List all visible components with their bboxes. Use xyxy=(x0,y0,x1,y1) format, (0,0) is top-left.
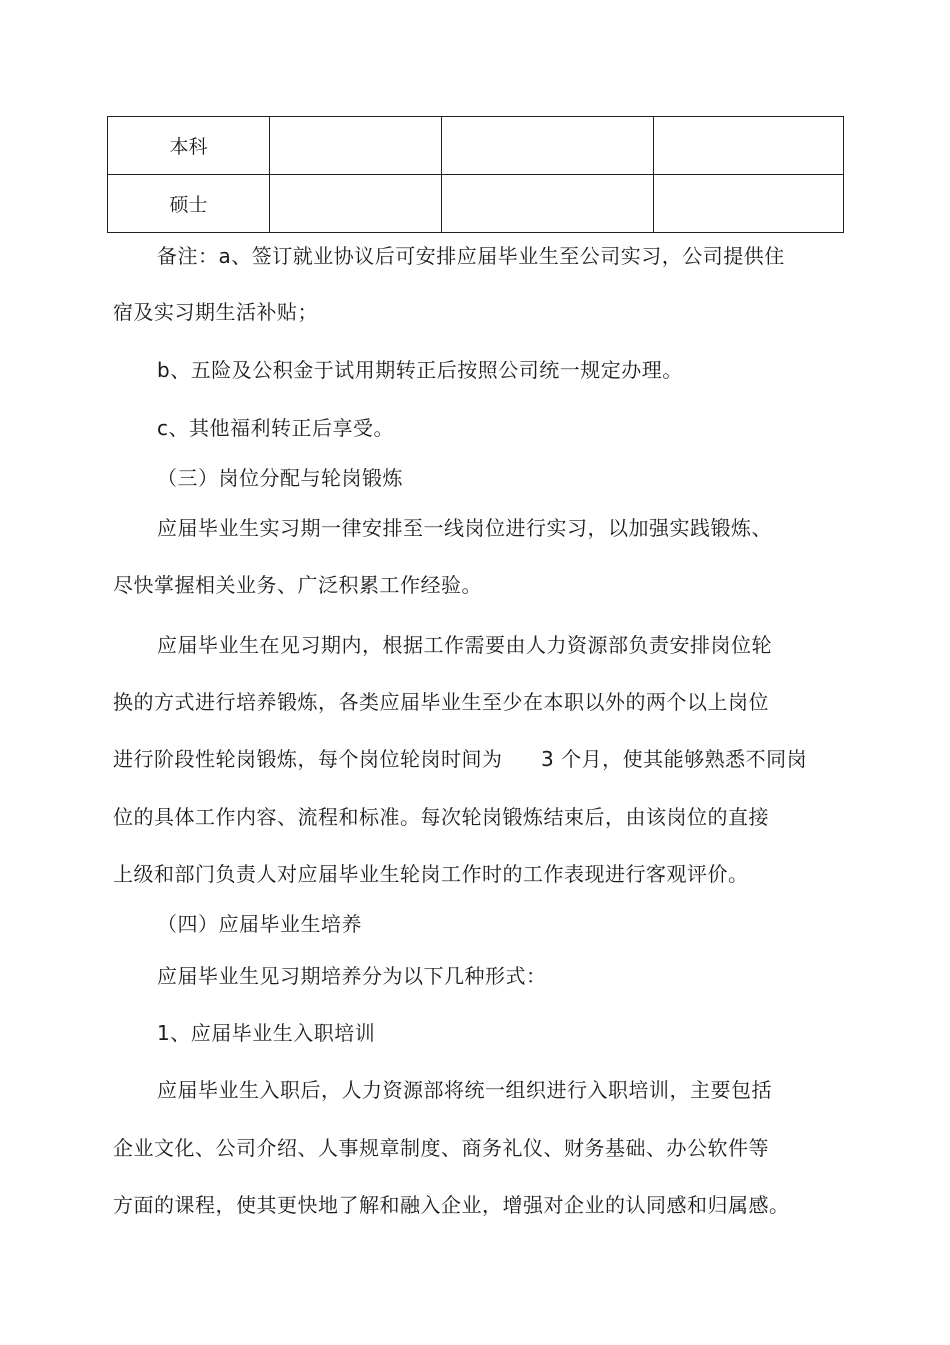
remark-item-c: c、其他福利转正后享受。 xyxy=(157,416,394,440)
paragraph-line: 方面的课程，使其更快地了解和融入企业，增强对企业的认同感和归属感。 xyxy=(113,1193,790,1217)
paragraph-line: 企业文化、公司介绍、人事规章制度、商务礼仪、财务基础、办公软件等 xyxy=(113,1136,769,1160)
section-heading: （三）岗位分配与轮岗锻炼 xyxy=(157,466,403,490)
table-cell: 硕士 xyxy=(108,175,270,233)
paragraph-line: 应届毕业生见习期培养分为以下几种形式： xyxy=(157,964,547,988)
paragraph-line: 换的方式进行培养锻炼，各类应届毕业生至少在本职以外的两个以上岗位 xyxy=(113,690,769,714)
paragraph-line: 应届毕业生在见习期内，根据工作需要由人力资源部负责安排岗位轮 xyxy=(157,633,772,657)
paragraph-line: 应届毕业生实习期一律安排至一线岗位进行实习，以加强实践锻炼、 xyxy=(157,516,772,540)
paragraph-line: 3 个月，使其能够熟悉不同岗 xyxy=(541,747,808,771)
degree-table xyxy=(107,116,844,233)
table-cell xyxy=(654,175,844,233)
subsection-heading: 1、应届毕业生入职培训 xyxy=(157,1021,376,1045)
table-row xyxy=(108,117,844,175)
remark-line: 宿及实习期生活补贴； xyxy=(113,300,318,324)
section-heading: （四）应届毕业生培养 xyxy=(157,912,362,936)
table-cell xyxy=(654,117,844,175)
table-cell xyxy=(270,175,442,233)
remark-line: 备注：a、签订就业协议后可安排应届毕业生至公司实习，公司提供住 xyxy=(157,244,785,268)
paragraph-line: 应届毕业生入职后，人力资源部将统一组织进行入职培训，主要包括 xyxy=(157,1078,772,1102)
table-cell xyxy=(270,117,442,175)
paragraph-line: 上级和部门负责人对应届毕业生轮岗工作时的工作表现进行客观评价。 xyxy=(113,862,749,886)
table-cell xyxy=(442,117,654,175)
table-row xyxy=(108,175,844,233)
paragraph-line: 位的具体工作内容、流程和标准。每次轮岗锻炼结束后，由该岗位的直接 xyxy=(113,805,769,829)
paragraph-line: 尽快掌握相关业务、广泛积累工作经验。 xyxy=(113,573,482,597)
table-cell xyxy=(442,175,654,233)
remark-item-b: b、五险及公积金于试用期转正后按照公司统一规定办理。 xyxy=(157,358,683,382)
table-cell: 本科 xyxy=(108,117,270,175)
paragraph-line: 进行阶段性轮岗锻炼，每个岗位轮岗时间为 xyxy=(113,747,503,771)
